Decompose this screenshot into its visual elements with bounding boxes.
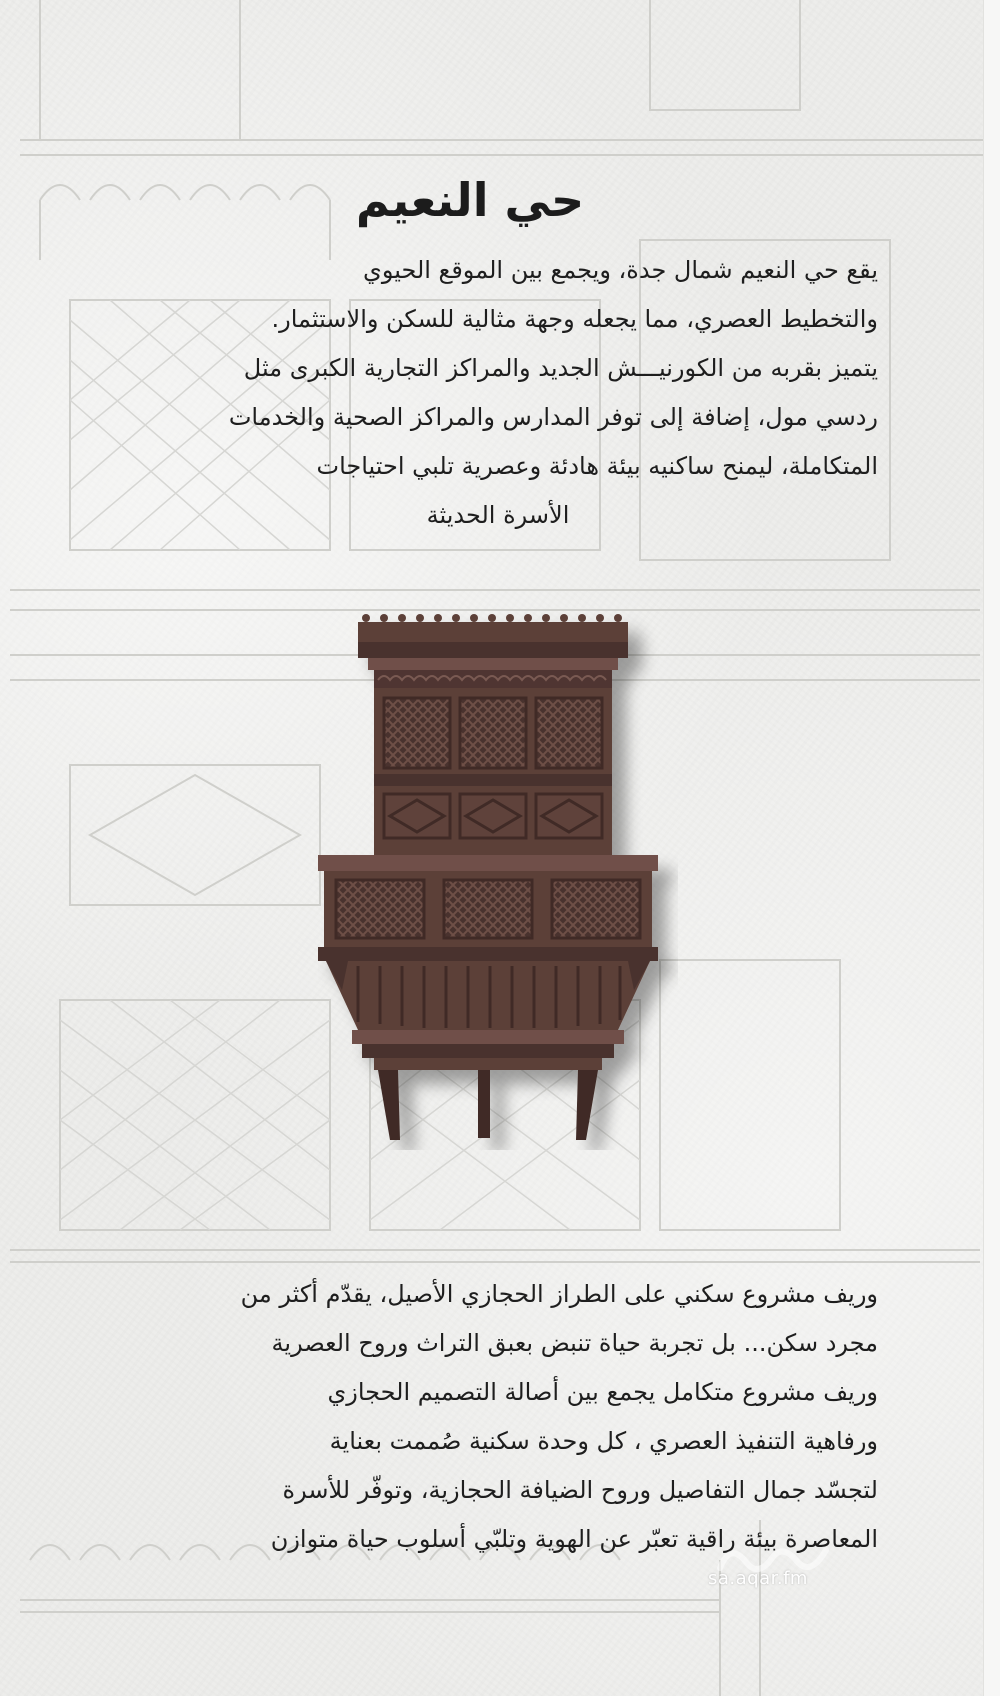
project-line: لتجسّد جمال التفاصيل وروح الضيافة الحجازية، وتوفّر للأسرة bbox=[282, 1476, 878, 1504]
neighborhood-description bbox=[118, 246, 878, 540]
project-line: المعاصرة بيئة راقية تعبّر عن الهوية وتلبّي أسلوب حياة متوازن bbox=[270, 1525, 878, 1553]
watermark-text: sa.aqar.fm bbox=[708, 1568, 808, 1589]
right-frame-edge bbox=[983, 0, 1000, 1696]
roshan-balcony-illustration bbox=[318, 610, 678, 1150]
description-line: والتخطيط العصري، مما يجعله وجهة مثالية للسكن والاستثمار. bbox=[271, 305, 878, 333]
project-line: وريف مشروع متكامل يجمع بين أصالة التصميم الحجازي bbox=[327, 1378, 878, 1406]
description-line: يتميز بقربه من الكورنيـــش الجديد والمراكز التجارية الكبرى مثل bbox=[243, 354, 878, 382]
project-line: مجرد سكن... بل تجربة حياة تنبض بعبق التراث وروح العصرية bbox=[271, 1329, 878, 1357]
project-line: ورفاهية التنفيذ العصري ، كل وحدة سكنية صُممت بعناية bbox=[329, 1427, 878, 1455]
page-title: حي النعيم bbox=[355, 173, 585, 227]
project-line: وريف مشروع سكني على الطراز الحجازي الأصيل، يقدّم أكثر من bbox=[240, 1280, 878, 1308]
description-line: المتكاملة، ليمنح ساكنيه بيئة هادئة وعصرية تلبي احتياجات bbox=[316, 452, 878, 480]
description-line: الأسرة الحديثة bbox=[426, 501, 570, 529]
description-line: ردسي مول، إضافة إلى توفر المدارس والمراكز الصحية والخدمات bbox=[228, 403, 878, 431]
description-line: يقع حي النعيم شمال جدة، ويجمع بين الموقع الحيوي bbox=[363, 256, 878, 284]
aqar-logo-watermark bbox=[700, 1528, 870, 1600]
project-description bbox=[118, 1270, 878, 1564]
